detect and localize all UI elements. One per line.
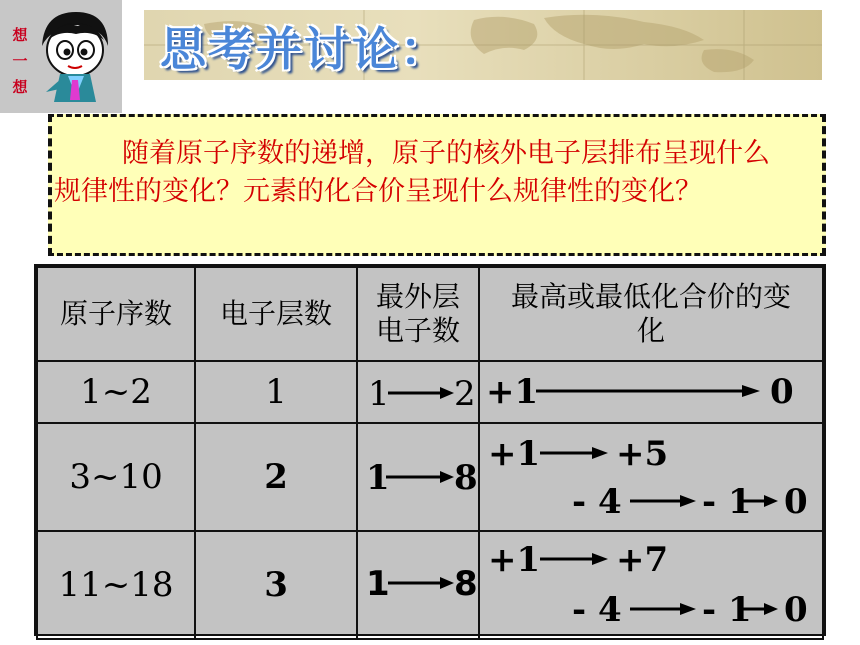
periodic-trend-table [34, 264, 826, 636]
cell-atomic-number: 1~2 [37, 361, 195, 423]
arrow-head-icon [742, 385, 760, 397]
table-header-row [37, 267, 823, 361]
cell-outer-electrons [357, 423, 479, 531]
valence-to: 0 [770, 372, 794, 412]
outer-from: 1 [365, 458, 390, 498]
outer-from: 1 [367, 374, 390, 414]
arrow-head-icon [440, 577, 454, 589]
table-row [37, 423, 823, 531]
valence-mid: - 1 [702, 482, 752, 522]
outer-electron-arrow [358, 363, 478, 421]
cell-shell-count: 1 [195, 361, 357, 423]
valence-arrows [480, 425, 822, 529]
cell-outer-electrons [357, 531, 479, 639]
badge-char-3: 想 [12, 78, 28, 96]
valence-from: +1 [488, 540, 541, 580]
header-atomic-number: 原子序数 [37, 267, 195, 361]
valence-mid: - 1 [702, 590, 752, 630]
arrow-head-icon [764, 603, 778, 615]
arrow-head-icon [680, 495, 696, 507]
question-box [48, 114, 826, 256]
outer-from: 1 [365, 564, 390, 604]
cell-atomic-number: 3~10 [37, 423, 195, 531]
badge-vertical-text [6, 22, 34, 100]
header-shell-count: 电子层数 [195, 267, 357, 361]
think-badge [0, 0, 122, 113]
table-row [37, 361, 823, 423]
header-outer-electrons [357, 267, 479, 361]
valence-from: - 4 [572, 482, 622, 522]
cell-shell-count: 2 [195, 423, 357, 531]
arrow-head-icon [592, 447, 608, 459]
cell-valence [479, 531, 823, 639]
outer-to: 8 [453, 458, 478, 498]
valence-from: +1 [488, 434, 541, 474]
arrow-head-icon [764, 495, 778, 507]
valence-from: +1 [486, 372, 539, 412]
arrow-head-icon [440, 387, 454, 399]
cell-atomic-number: 11~18 [37, 531, 195, 639]
thinking-boy-icon [32, 6, 118, 110]
valence-from: - 4 [572, 590, 622, 630]
outer-to: 8 [453, 564, 478, 604]
valence-to: 0 [784, 482, 808, 522]
page-title: 思考并讨论： [160, 22, 448, 76]
outer-electron-arrow [358, 425, 478, 529]
cell-shell-count: 3 [195, 531, 357, 639]
question-text: 随着原子序数的递增，原子的核外电子层排布呈现什么规律性的变化？元素的化合价呈现什么规律性的变化？ [54, 138, 770, 207]
arrow-head-icon [680, 603, 696, 615]
badge-char-2: 一 [12, 52, 28, 70]
valence-to: +5 [616, 434, 669, 474]
valence-to: +7 [616, 540, 669, 580]
header-outer-electrons-text: 最外层电子数 [375, 280, 460, 347]
arrow-head-icon [592, 553, 608, 565]
valence-arrow-line-1 [480, 363, 822, 421]
arrow-head-icon [440, 471, 454, 483]
valence-to: 0 [784, 590, 808, 630]
cell-valence [479, 423, 823, 531]
table-row [37, 531, 823, 639]
outer-electron-arrow [358, 533, 478, 637]
outer-to: 2 [453, 374, 476, 414]
cell-valence [479, 361, 823, 423]
valence-arrows [480, 533, 822, 637]
header-valence-change [479, 267, 823, 361]
header-valence-change-text: 最高或最低化合价的变化 [510, 280, 791, 347]
badge-char-1: 想 [12, 26, 28, 44]
cell-outer-electrons [357, 361, 479, 423]
